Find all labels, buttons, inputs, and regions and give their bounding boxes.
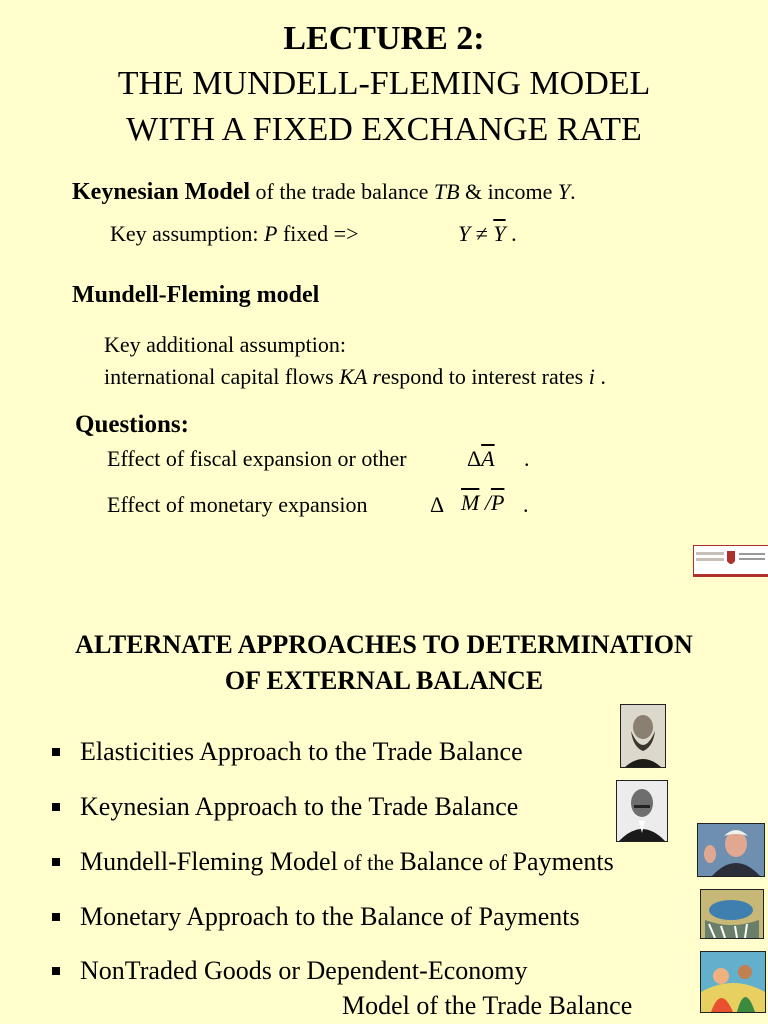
lecture-subtitle-line1: THE MUNDELL-FLEMING MODEL	[117, 65, 651, 102]
bullet-icon	[52, 858, 60, 866]
delta-sign: Δ	[467, 446, 482, 471]
r-letter: r	[366, 364, 381, 389]
keynesian-desc-a: of the trade balance	[250, 179, 434, 204]
question-2-delta: Δ	[430, 492, 445, 517]
questions-heading: Questions:	[75, 411, 189, 438]
list-item-continuation	[342, 991, 632, 1021]
list-item-text: Elasticities Approach to the Trade Balance	[80, 737, 523, 766]
mundell-heading: Mundell-Fleming model	[72, 282, 320, 308]
people-clipart-image	[700, 951, 766, 1013]
question-1: Effect of fiscal expansion or other	[107, 446, 407, 471]
y-var: Y	[458, 221, 471, 246]
question-1-end: .	[524, 446, 530, 471]
tb-symbol: TB	[433, 179, 460, 204]
i-symbol: i	[588, 364, 595, 389]
mundell-line2	[104, 364, 606, 390]
key-assumption-line	[110, 221, 358, 247]
y-symbol: Y	[557, 179, 571, 204]
mundell-line2-end: .	[594, 364, 606, 389]
ka-symbol: KA	[339, 364, 367, 389]
keynesian-model-line	[72, 179, 576, 206]
section2-title-line2: OF EXTERNAL BALANCE	[224, 666, 544, 695]
mundell-line1: Key additional assumption:	[104, 332, 346, 357]
bullet-icon	[52, 913, 60, 921]
question-2: Effect of monetary expansion	[107, 492, 368, 517]
m-bar: $\overline{M}$	[461, 490, 480, 515]
assumption-text-a: Key assumption:	[110, 221, 264, 246]
y-bar: $\overline{Y}$	[493, 221, 506, 246]
list-item-text: Monetary Approach to the Balance of Payments	[80, 902, 580, 931]
y-inequality	[458, 221, 517, 247]
keynesian-desc-end: .	[570, 179, 576, 204]
list-item-text: Keynesian Approach to the Trade Balance	[80, 792, 519, 821]
list-item-text: Model of the Trade Balance	[342, 991, 633, 1020]
question-1-symbol	[467, 446, 495, 472]
keynesian-heading: Keynesian Model	[72, 179, 250, 205]
list-item-text: NonTraded Goods or Dependent-Economy	[80, 956, 528, 985]
p-bar: $\overline{P}$	[490, 490, 505, 515]
a-bar: $\overline{A}$	[481, 446, 495, 471]
portrait-image	[697, 823, 765, 877]
bullet-icon	[52, 967, 60, 975]
keynesian-desc-b: & income	[459, 179, 558, 204]
slash: /	[479, 490, 491, 515]
p-symbol: P	[264, 221, 278, 246]
lecture-subtitle-line2: WITH A FIXED EXCHANGE RATE	[126, 111, 642, 148]
neq-sign: ≠	[470, 221, 494, 246]
inequality-end: .	[505, 221, 517, 246]
portrait-image	[620, 704, 666, 768]
question-2-end: .	[523, 492, 529, 517]
portrait-image	[616, 780, 668, 842]
mundell-line2-a: international capital flows	[104, 364, 340, 389]
list-item-text: Mundell-Fleming Model of the Balance of Payments	[80, 847, 614, 876]
bullet-icon	[52, 803, 60, 811]
bullet-icon	[52, 748, 60, 756]
mundell-line2-b: espond to interest rates	[380, 364, 589, 389]
university-logo	[693, 545, 768, 577]
question-2-symbol	[461, 490, 504, 516]
dam-clipart-image	[700, 889, 764, 939]
assumption-text-b: fixed =>	[277, 221, 359, 246]
lecture-title: LECTURE 2:	[283, 20, 485, 57]
section2-title-line1: ALTERNATE APPROACHES TO DETERMINATION	[75, 630, 693, 659]
